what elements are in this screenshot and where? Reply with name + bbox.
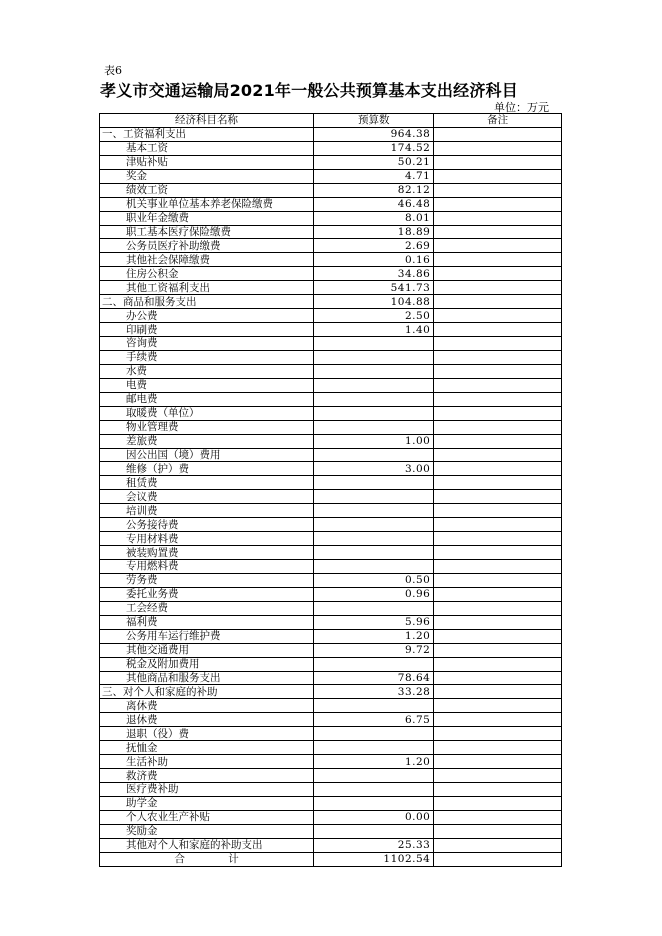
amount-cell: 9.72: [314, 643, 434, 657]
item-name-cell: 物业管理费: [100, 420, 314, 434]
table-row: [100, 560, 562, 574]
table-row: [100, 350, 562, 364]
table-row: [100, 532, 562, 546]
item-name-cell: 专用燃料费: [100, 560, 314, 574]
table-row: [100, 629, 562, 643]
amount-cell: 50.21: [314, 155, 434, 169]
amount-cell: 78.64: [314, 671, 434, 685]
note-cell: [434, 755, 562, 769]
amount-cell: 34.86: [314, 267, 434, 281]
item-name-cell: 其他交通费用: [100, 643, 314, 657]
note-cell: [434, 406, 562, 420]
amount-cell: [314, 476, 434, 490]
table-row: [100, 838, 562, 852]
table-row: [100, 755, 562, 769]
item-name-cell: 维修（护）费: [100, 462, 314, 476]
amount-cell: 0.50: [314, 573, 434, 587]
note-cell: [434, 601, 562, 615]
amount-cell: 8.01: [314, 211, 434, 225]
amount-cell: 33.28: [314, 685, 434, 699]
note-cell: [434, 420, 562, 434]
note-cell: [434, 448, 562, 462]
note-cell: [434, 239, 562, 253]
item-name-cell: 取暖费（单位）: [100, 406, 314, 420]
amount-cell: 6.75: [314, 713, 434, 727]
table-row: [100, 657, 562, 671]
amount-cell: 1.40: [314, 323, 434, 337]
note-cell: [434, 490, 562, 504]
item-name-cell: 差旅费: [100, 434, 314, 448]
amount-cell: [314, 532, 434, 546]
table-row: [100, 364, 562, 378]
amount-cell: [314, 796, 434, 810]
item-name-cell: 救济费: [100, 769, 314, 783]
item-name-cell: 机关事业单位基本养老保险缴费: [100, 197, 314, 211]
amount-cell: 2.69: [314, 239, 434, 253]
amount-cell: 0.16: [314, 253, 434, 267]
amount-cell: [314, 560, 434, 574]
note-cell: [434, 295, 562, 309]
amount-cell: [314, 601, 434, 615]
amount-cell: 1.00: [314, 434, 434, 448]
header-note: 备注: [434, 114, 562, 128]
note-cell: [434, 546, 562, 560]
table-row: [100, 197, 562, 211]
table-row: [100, 239, 562, 253]
item-name-cell: 职业年金缴费: [100, 211, 314, 225]
note-cell: [434, 699, 562, 713]
note-cell: [434, 671, 562, 685]
table-row: [100, 155, 562, 169]
amount-cell: [314, 448, 434, 462]
amount-cell: [314, 420, 434, 434]
note-cell: [434, 476, 562, 490]
amount-cell: 964.38: [314, 127, 434, 141]
note-cell: [434, 518, 562, 532]
note-cell: [434, 810, 562, 824]
table-row: [100, 462, 562, 476]
amount-cell: [314, 504, 434, 518]
note-cell: [434, 197, 562, 211]
amount-cell: 82.12: [314, 183, 434, 197]
note-cell: [434, 852, 562, 866]
table-row: [100, 434, 562, 448]
item-name-cell: 电费: [100, 378, 314, 392]
table-row: [100, 713, 562, 727]
amount-cell: 104.88: [314, 295, 434, 309]
note-cell: [434, 796, 562, 810]
item-name-cell: 住房公积金: [100, 267, 314, 281]
item-name-cell: 水费: [100, 364, 314, 378]
note-cell: [434, 504, 562, 518]
item-name-cell: 专用材料费: [100, 532, 314, 546]
table-row: [100, 281, 562, 295]
note-cell: [434, 169, 562, 183]
item-name-cell: 其他社会保障缴费: [100, 253, 314, 267]
table-header-row: [100, 114, 562, 128]
item-name-cell: 因公出国（境）费用: [100, 448, 314, 462]
note-cell: [434, 629, 562, 643]
amount-cell: [314, 546, 434, 560]
note-cell: [434, 253, 562, 267]
budget-table: [99, 113, 562, 867]
amount-cell: 3.00: [314, 462, 434, 476]
note-cell: [434, 741, 562, 755]
amount-cell: 0.96: [314, 587, 434, 601]
item-name-cell: 手续费: [100, 350, 314, 364]
item-name-cell: 福利费: [100, 615, 314, 629]
note-cell: [434, 392, 562, 406]
note-cell: [434, 155, 562, 169]
sheet-label: 表6: [104, 64, 122, 77]
table-row: [100, 824, 562, 838]
note-cell: [434, 350, 562, 364]
item-name-cell: 个人农业生产补贴: [100, 810, 314, 824]
amount-cell: 541.73: [314, 281, 434, 295]
item-name-cell: 公务用车运行维护费: [100, 629, 314, 643]
item-name-cell: 邮电费: [100, 392, 314, 406]
item-name-cell: 三、对个人和家庭的补助: [100, 685, 314, 699]
amount-cell: [314, 769, 434, 783]
table-row: [100, 852, 562, 866]
item-name-cell: 津贴补贴: [100, 155, 314, 169]
note-cell: [434, 685, 562, 699]
table-row: [100, 141, 562, 155]
item-name-cell: 税金及附加费用: [100, 657, 314, 671]
table-row: [100, 420, 562, 434]
note-cell: [434, 267, 562, 281]
table-row: [100, 615, 562, 629]
table-row: [100, 476, 562, 490]
note-cell: [434, 587, 562, 601]
item-name-cell: 生活补助: [100, 755, 314, 769]
item-name-cell: 印刷费: [100, 323, 314, 337]
amount-cell: 174.52: [314, 141, 434, 155]
page-title: 孝义市交通运输局2021年一般公共预算基本支出经济科目: [100, 81, 518, 100]
item-name-cell: 办公费: [100, 309, 314, 323]
item-name-cell: 退职（役）费: [100, 727, 314, 741]
item-name-cell: 会议费: [100, 490, 314, 504]
item-name-cell: 一、工资福利支出: [100, 127, 314, 141]
item-name-cell: 其他商品和服务支出: [100, 671, 314, 685]
item-name-cell: 其他工资福利支出: [100, 281, 314, 295]
item-name-cell: 绩效工资: [100, 183, 314, 197]
item-name-cell: 劳务费: [100, 573, 314, 587]
table-row: [100, 490, 562, 504]
note-cell: [434, 783, 562, 797]
amount-cell: [314, 824, 434, 838]
amount-cell: [314, 392, 434, 406]
table-row: [100, 211, 562, 225]
item-name-cell: 二、商品和服务支出: [100, 295, 314, 309]
note-cell: [434, 225, 562, 239]
table-row: [100, 323, 562, 337]
item-name-cell: 培训费: [100, 504, 314, 518]
amount-cell: 25.33: [314, 838, 434, 852]
note-cell: [434, 281, 562, 295]
amount-cell: 5.96: [314, 615, 434, 629]
note-cell: [434, 560, 562, 574]
header-amount: 预算数: [314, 114, 434, 128]
note-cell: [434, 727, 562, 741]
amount-cell: [314, 699, 434, 713]
table-row: [100, 392, 562, 406]
amount-cell: [314, 741, 434, 755]
amount-cell: [314, 490, 434, 504]
table-row: [100, 378, 562, 392]
amount-cell: [314, 783, 434, 797]
table-body: [100, 127, 562, 866]
item-name-cell: 奖金: [100, 169, 314, 183]
amount-cell: 1102.54: [314, 852, 434, 866]
item-name-cell: 其他对个人和家庭的补助支出: [100, 838, 314, 852]
amount-cell: [314, 378, 434, 392]
item-name-cell: 公务员医疗补助缴费: [100, 239, 314, 253]
note-cell: [434, 713, 562, 727]
note-cell: [434, 657, 562, 671]
item-name-cell: 租赁费: [100, 476, 314, 490]
note-cell: [434, 378, 562, 392]
table-row: [100, 546, 562, 560]
item-name-cell: 医疗费补助: [100, 783, 314, 797]
note-cell: [434, 211, 562, 225]
table-row: [100, 783, 562, 797]
amount-cell: 18.89: [314, 225, 434, 239]
note-cell: [434, 323, 562, 337]
amount-cell: [314, 364, 434, 378]
table-row: [100, 504, 562, 518]
table-row: [100, 796, 562, 810]
table-row: [100, 169, 562, 183]
item-name-cell: 工会经费: [100, 601, 314, 615]
table-row: [100, 643, 562, 657]
table-row: [100, 295, 562, 309]
table-row: [100, 267, 562, 281]
note-cell: [434, 573, 562, 587]
note-cell: [434, 364, 562, 378]
item-name-cell: 委托业务费: [100, 587, 314, 601]
amount-cell: [314, 657, 434, 671]
amount-cell: [314, 727, 434, 741]
amount-cell: [314, 518, 434, 532]
item-name-cell: 奖励金: [100, 824, 314, 838]
item-name-cell: 基本工资: [100, 141, 314, 155]
table-row: [100, 601, 562, 615]
note-cell: [434, 309, 562, 323]
table-row: [100, 671, 562, 685]
amount-cell: [314, 406, 434, 420]
note-cell: [434, 434, 562, 448]
note-cell: [434, 769, 562, 783]
item-name-cell: 公务接待费: [100, 518, 314, 532]
table-row: [100, 741, 562, 755]
table-row: [100, 518, 562, 532]
amount-cell: [314, 350, 434, 364]
unit-label: 单位：万元: [494, 101, 549, 114]
item-name-cell: 合 计: [100, 852, 314, 866]
table-row: [100, 727, 562, 741]
table-row: [100, 769, 562, 783]
amount-cell: 1.20: [314, 629, 434, 643]
note-cell: [434, 615, 562, 629]
note-cell: [434, 824, 562, 838]
amount-cell: 0.00: [314, 810, 434, 824]
note-cell: [434, 337, 562, 351]
table-row: [100, 448, 562, 462]
note-cell: [434, 838, 562, 852]
note-cell: [434, 183, 562, 197]
item-name-cell: 退休费: [100, 713, 314, 727]
item-name-cell: 被装购置费: [100, 546, 314, 560]
table-row: [100, 573, 562, 587]
table-row: [100, 309, 562, 323]
table-row: [100, 127, 562, 141]
amount-cell: 46.48: [314, 197, 434, 211]
note-cell: [434, 127, 562, 141]
amount-cell: 2.50: [314, 309, 434, 323]
note-cell: [434, 141, 562, 155]
amount-cell: 1.20: [314, 755, 434, 769]
table-row: [100, 810, 562, 824]
amount-cell: [314, 337, 434, 351]
table-row: [100, 225, 562, 239]
item-name-cell: 抚恤金: [100, 741, 314, 755]
item-name-cell: 职工基本医疗保险缴费: [100, 225, 314, 239]
item-name-cell: 助学金: [100, 796, 314, 810]
amount-cell: 4.71: [314, 169, 434, 183]
table-row: [100, 587, 562, 601]
table-row: [100, 183, 562, 197]
item-name-cell: 咨询费: [100, 337, 314, 351]
table-row: [100, 406, 562, 420]
note-cell: [434, 643, 562, 657]
table-row: [100, 253, 562, 267]
table-row: [100, 337, 562, 351]
header-item-name: 经济科目名称: [100, 114, 314, 128]
table-row: [100, 699, 562, 713]
note-cell: [434, 462, 562, 476]
table-row: [100, 685, 562, 699]
note-cell: [434, 532, 562, 546]
item-name-cell: 离休费: [100, 699, 314, 713]
